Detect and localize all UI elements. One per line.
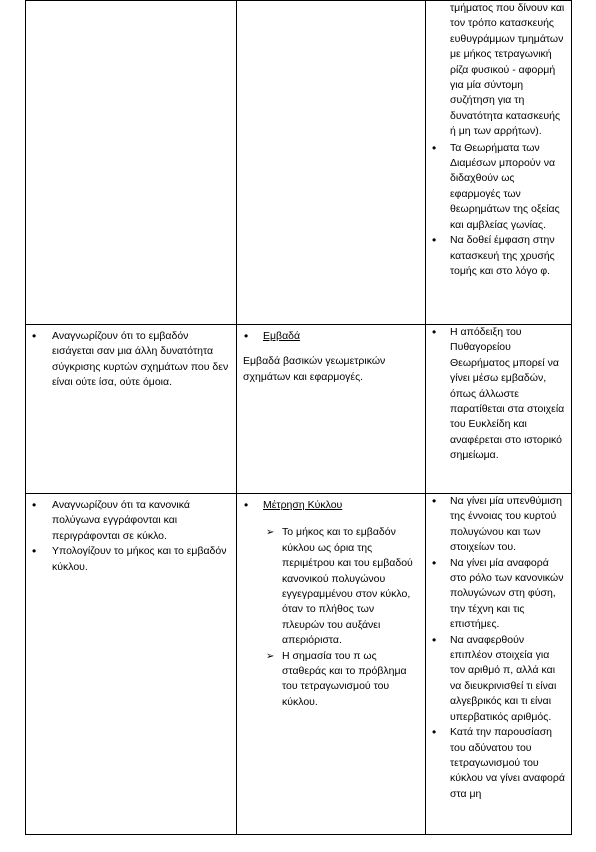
content-cell (237, 1, 426, 325)
table-row (26, 1, 572, 325)
objectives-cell (26, 1, 237, 325)
list-item: • Να γίνει μία υπενθύμιση της έννοιας του κυρτού πολυγώνου και των στοιχείων του. (450, 494, 567, 556)
list-item: ➢ Το μήκος και το εμβαδόν κύκλου ως όρια της περιμέτρου και του εμβαδού κανονικού πολυγώνου εγγεγραμμένου στον κύκλο, όταν το πλήθος των πλευρών του αυξάνει απεριόριστα. (282, 525, 419, 648)
table-row (26, 325, 572, 494)
content-cell (237, 325, 426, 494)
objectives-list (26, 325, 236, 391)
topic-heading: • Εμβαδά (263, 329, 421, 344)
notes-list (426, 140, 571, 280)
list-item: • Να δοθεί έμφαση στην κατασκευή της χρυσής τομής και στο λόγο φ. (450, 233, 567, 279)
topic-heading: • Μέτρηση Κύκλου (263, 498, 421, 513)
objectives-list (26, 494, 236, 575)
list-item: • Να αναφερθούν επιπλέον στοιχεία για τον αριθμό π, αλλά και να διευκρινισθεί τι είναι αλγεβρικός και τι είναι υπερβατικός αριθμός. (450, 633, 567, 725)
notes-list (426, 494, 571, 802)
table-row (26, 494, 572, 835)
list-item: • Υπολογίζουν το μήκος και το εμβαδόν κύκλου. (52, 544, 232, 575)
notes-cell (426, 494, 572, 835)
topic-description: Εμβαδά βασικών γεωμετρικών σχημάτων και εφαρμογές. (243, 355, 386, 383)
curriculum-table (25, 0, 572, 835)
list-item: • Να γίνει μία αναφορά στο ρόλο των κανονικών πολυγώνων στη φύση, την τέχνη και τις επιστήμες. (450, 556, 567, 633)
list-item: • Η απόδειξη του Πυθαγορείου Θεωρήματος μπορεί να γίνει μέσω εμβαδών, όπως άλλωστε παρατίθεται στα στοιχεία του Ευκλείδη και αναφέρεται στο ιστορικό σημείωμα. (450, 325, 567, 464)
topic-list (237, 325, 425, 344)
list-item: • Κατά την παρουσίαση του αδύνατου του τετραγωνισμού του κύκλου να γίνει αναφορά στα μη (450, 725, 567, 802)
content-cell (237, 494, 426, 835)
objectives-cell (26, 494, 237, 835)
note-continuation: τμήματος που δίνουν και τον τρόπο κατασκευής ευθυγράμμων τμημάτων με μήκος τετραγωνική ρίζα φυσικού - αφορμή για μία σύντομη συζήτηση για τη δυνατότητα κατασκευής ή μη των αρρήτων). (450, 2, 565, 138)
list-item: ➢ Η σημασία του π ως σταθεράς και το πρόβλημα του τετραγωνισμού του κύκλου. (282, 649, 419, 711)
objectives-cell (26, 325, 237, 494)
notes-cell (426, 1, 572, 325)
list-item: • Αναγνωρίζουν ότι τα κανονικά πολύγωνα εγγράφονται και περιγράφονται σε κύκλο. (52, 498, 232, 544)
notes-cell (426, 325, 572, 494)
list-item: • Τα Θεωρήματα των Διαμέσων μπορούν να διδαχθούν ως εφαρμογές των θεωρημάτων της οξείας και αμβλείας γωνίας. (450, 141, 567, 233)
subtopic-list (237, 513, 425, 710)
topic-list (237, 494, 425, 513)
notes-list (426, 325, 571, 464)
list-item: • Αναγνωρίζουν ότι το εμβαδόν εισάγεται σαν μια άλλη δυνατότητα σύγκρισης κυρτών σχημάτων που δεν είναι ούτε ίσα, ούτε όμοια. (52, 329, 232, 391)
